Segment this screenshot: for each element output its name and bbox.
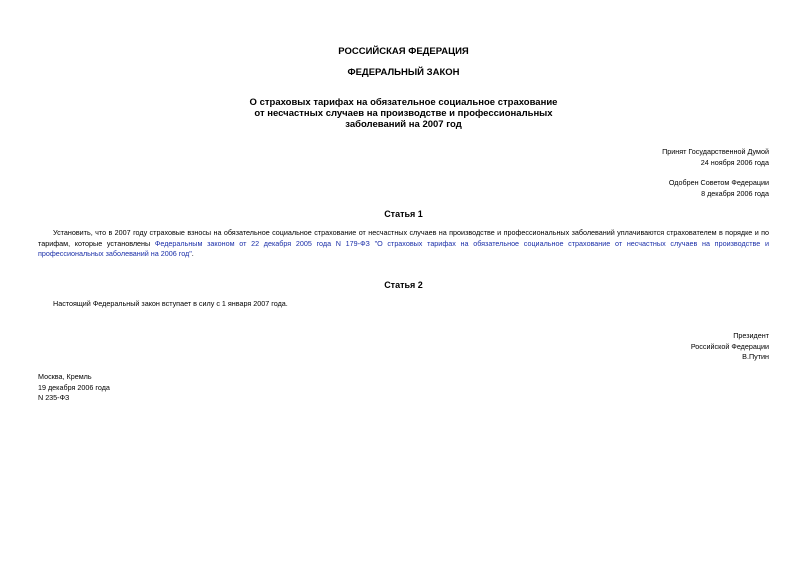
signature-title: Президент [733, 331, 769, 340]
article-1-text [38, 228, 769, 260]
duma-adoption-line-1: Принят Государственной Думой [662, 147, 769, 156]
article-1-line-3 [38, 249, 769, 260]
article-1-line-1-text: Установить, что в 2007 году страховые взносы на обязательное социальное страхование от несчастных случаев на производстве и профессиональных заболеваний уплачиваются страхователем в порядке и по [53, 228, 769, 237]
title-line-2: от несчастных случаев на производстве и профессиональных [254, 108, 553, 119]
law-number: N 235-ФЗ [38, 393, 70, 402]
article-2-text [38, 299, 769, 310]
duma-adoption [662, 147, 769, 168]
title-line-3: заболеваний на 2007 год [345, 119, 462, 130]
law-179-fz-link[interactable]: Федеральным законом от 22 декабря 2005 года N 179-ФЗ "О страховых тарифах на обязательное социальное страхование от несчастных случаев на производстве и [154, 238, 769, 248]
signing-date: 19 декабря 2006 года [38, 382, 110, 392]
article-1-heading: Статья 1 [384, 209, 423, 219]
country-heading: РОССИЙСКАЯ ФЕДЕРАЦИЯ [338, 46, 469, 57]
title-line-1: О страховых тарифах на обязательное социальное страхование [249, 97, 558, 108]
place: Москва, Кремль [38, 372, 92, 381]
signature-name: В.Путин [742, 352, 769, 361]
article-1-line-3-text: . [191, 249, 194, 258]
article-2-heading: Статья 2 [384, 280, 423, 290]
document-title [0, 97, 807, 130]
article-1-line-2-text: тарифам, которые установлены [38, 238, 155, 248]
article-1-line-1 [38, 228, 769, 239]
signature-block [691, 331, 769, 363]
place-date-block [38, 372, 110, 404]
signature-country: Российской Федерации [690, 341, 769, 351]
article-1-line-2 [38, 239, 769, 250]
article-2-line-text: Настоящий Федеральный закон вступает в силу с 1 января 2007 года. [53, 299, 288, 308]
law-type-heading: ФЕДЕРАЛЬНЫЙ ЗАКОН [347, 67, 460, 78]
article-2-line [38, 299, 769, 310]
council-approval-line-1: Одобрен Советом Федерации [668, 178, 769, 187]
council-approval [669, 178, 769, 199]
law-179-fz-link-continuation[interactable]: профессиональных заболеваний на 2006 год" [38, 249, 192, 258]
duma-adoption-date: 24 ноября 2006 года [700, 157, 769, 167]
council-approval-date: 8 декабря 2006 года [701, 188, 769, 198]
